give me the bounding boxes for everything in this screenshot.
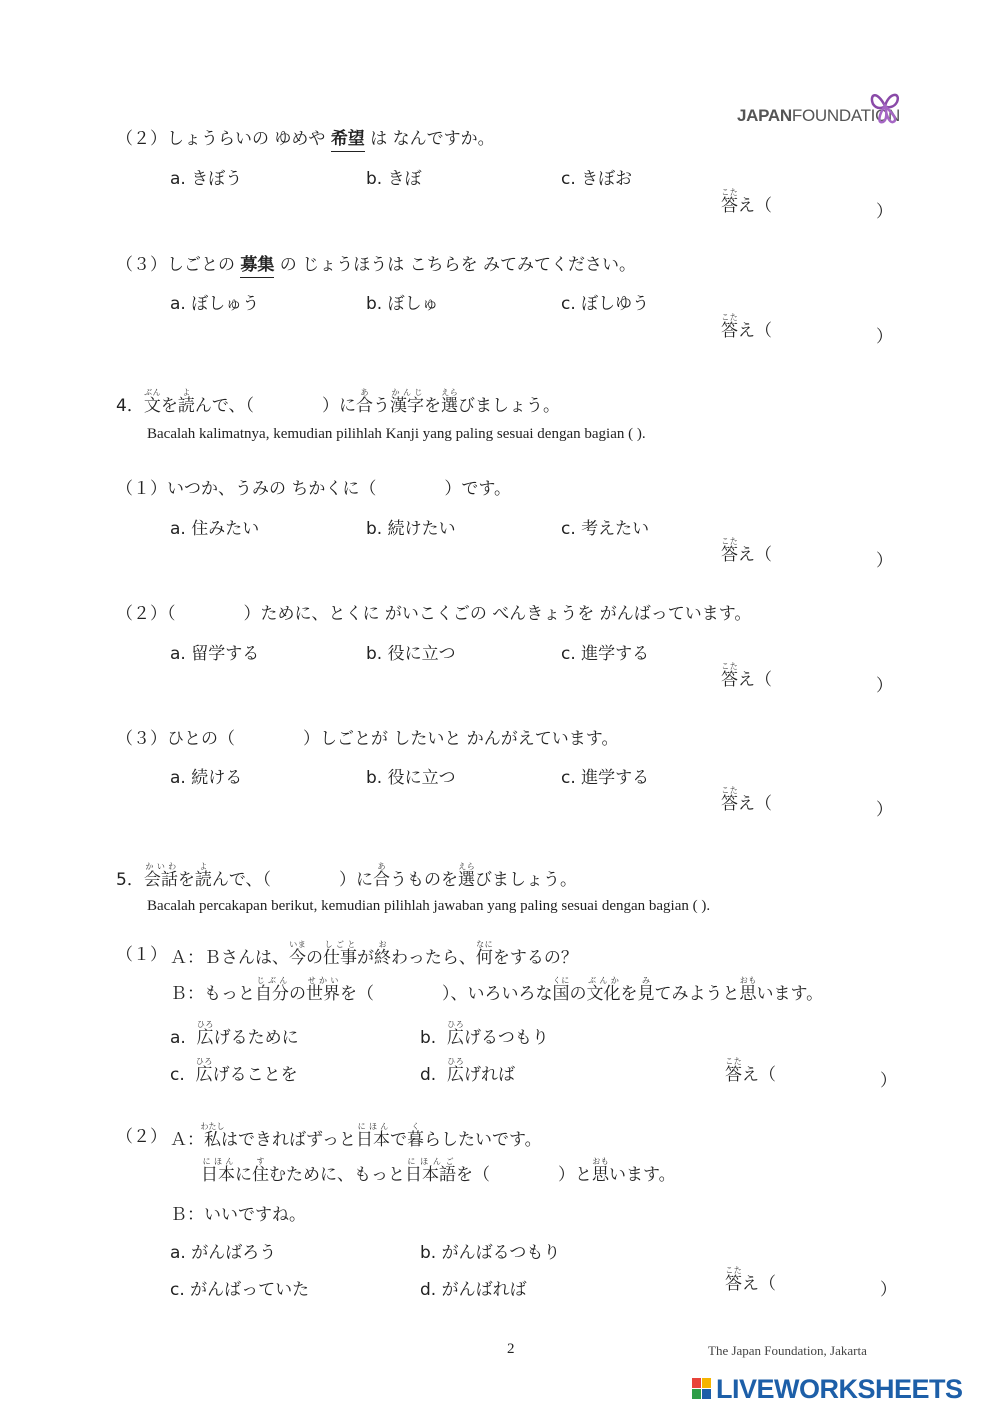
answer-label: 答こたえ（ xyxy=(721,786,772,814)
question-3-3: （３）しごとの 募集 の じょうほうは こちらを みてみてください。 xyxy=(116,250,636,275)
section-4-instruction: Bacalah kalimatnya, kemudian pilihlah Kanji yang paling sesuai dengan bagian ( ). xyxy=(147,426,646,442)
answer-close: ） xyxy=(876,676,893,696)
question-4-2: （２）（ ）ために、とくに がいこくごの べんきょうを がんばっています。 xyxy=(116,604,752,624)
answer-close: ） xyxy=(876,202,893,222)
target-word: 募集 xyxy=(240,255,274,278)
answer-label: 答こたえ（ xyxy=(721,313,772,341)
target-word: 希望 xyxy=(331,129,365,152)
question-4-3: （３）ひとの（ ）しごとが したいと かんがえています。 xyxy=(116,729,619,749)
page-number: 2 xyxy=(507,1341,515,1357)
footer-organization: The Japan Foundation, Jakarta xyxy=(708,1343,867,1358)
answer-close: ） xyxy=(880,1280,897,1300)
answer-label: 答こたえ（ xyxy=(725,1057,776,1085)
option-a: a. きぼう xyxy=(170,169,243,189)
liveworksheets-logo xyxy=(692,1374,992,1404)
option-b: b. きぼ xyxy=(366,169,422,189)
answer-close: ） xyxy=(880,1071,897,1091)
section-5-heading: 5．会話かいわを読よんで、（ ）に合あうものを選えらびましょう。 xyxy=(116,862,577,890)
option-b: b. 広ひろげるつもり xyxy=(420,1020,549,1048)
option-c: c. 進学する xyxy=(561,644,650,664)
question-4-1: （１）いつか、うみの ちかくに（ ）です。 xyxy=(116,479,512,499)
option-c: c. 考えたい xyxy=(561,519,650,539)
option-a: a. 続ける xyxy=(170,768,243,788)
option-b: b. 続けたい xyxy=(366,519,456,539)
answer-label: 答こたえ（ xyxy=(725,1266,776,1294)
option-b: b. ぼしゅ xyxy=(366,294,439,314)
option-d: d. 広ひろげれば xyxy=(420,1057,516,1085)
option-b: b. 役に立つ xyxy=(366,768,456,788)
option-b: b. がんばるつもり xyxy=(420,1243,561,1263)
dialogue-line-a: Ａ：私わたしはできればずっと日本にほんで暮くらしたいです。 xyxy=(170,1122,542,1150)
answer-close: ） xyxy=(876,800,893,820)
option-a: a. がんばろう xyxy=(170,1243,277,1263)
option-c: c. きぼお xyxy=(561,169,633,189)
option-d: d. がんばれば xyxy=(420,1280,527,1300)
liveworksheets-text: LIVEWORKSHEETS xyxy=(716,1374,963,1404)
dialogue-line-a: Ａ：Ｂさんは、今いまの仕事しごとが終おわったら、何なにをするの？ xyxy=(170,940,578,968)
section-4-heading: 4．文ぶんを読よんで、（ ）に合あう漢字かんじを選えらびましょう。 xyxy=(116,388,560,416)
answer-label: 答こたえ（ xyxy=(721,537,772,565)
question-5-2-number: （２） xyxy=(116,1127,167,1147)
option-a: a. ぼしゅう xyxy=(170,294,260,314)
question-5-1-number: （１） xyxy=(116,945,167,965)
logo-text-rest: FOUNDATION xyxy=(791,106,900,125)
answer-close: ） xyxy=(876,551,893,571)
option-c: c. 広ひろげることを xyxy=(170,1057,298,1085)
butterfly-icon xyxy=(867,86,903,126)
option-b: b. 役に立つ xyxy=(366,644,456,664)
answer-close: ） xyxy=(876,327,893,347)
dialogue-line-b: Ｂ：もっと自分じぶんの世界せかいを（ ）、いろいろな国くにの文化ぶんかを見みてみようと思おもいます。 xyxy=(170,976,824,1004)
dialogue-line-b: Ｂ：いいですね。 xyxy=(170,1205,306,1225)
option-c: c. 進学する xyxy=(561,768,650,788)
section-5-instruction: Bacalah percakapan berikut, kemudian pilihlah jawaban yang paling sesuai dengan bagian ( ). xyxy=(147,898,711,914)
logo-text-bold: JAPAN xyxy=(737,106,792,125)
option-c: c. ぼしゆう xyxy=(561,294,650,314)
option-c: c. がんばっていた xyxy=(170,1280,310,1300)
dialogue-line-a-cont: 日本にほんに住すむために、もっと日本語にほんごを（ ）と思おもいます。 xyxy=(201,1157,676,1185)
option-a: a. 住みたい xyxy=(170,519,260,539)
answer-label: 答こたえ（ xyxy=(721,662,772,690)
option-a: a. 広ひろげるために xyxy=(170,1020,299,1048)
option-a: a. 留学する xyxy=(170,644,260,664)
liveworksheets-icon xyxy=(692,1378,712,1400)
question-3-2: （２）しょうらいの ゆめや 希望 は なんですか。 xyxy=(116,124,495,149)
answer-label: 答こたえ（ xyxy=(721,188,772,216)
